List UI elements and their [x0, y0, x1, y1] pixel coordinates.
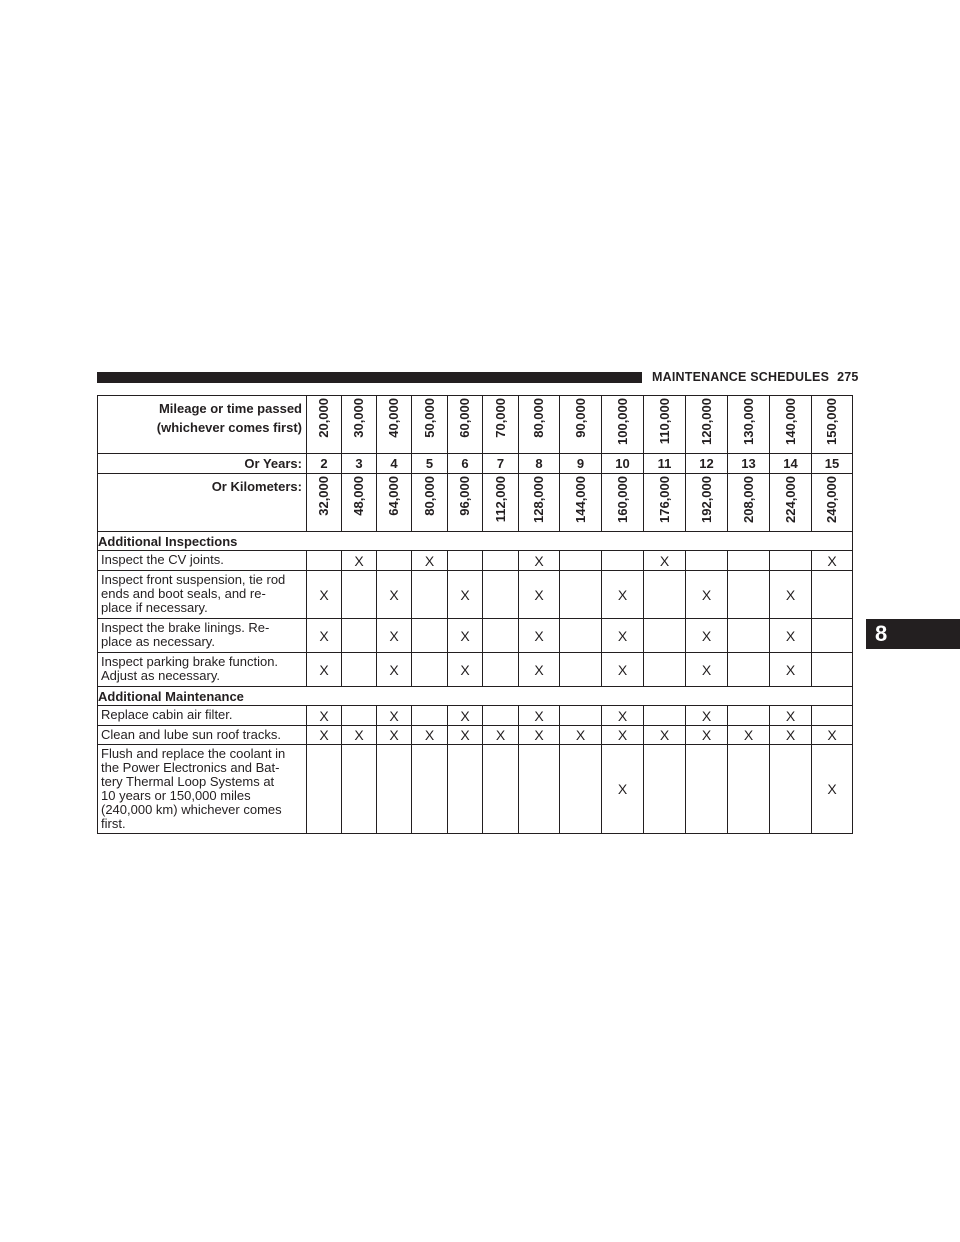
schedule-mark	[770, 551, 812, 571]
kilometer-value: 128,000	[531, 476, 546, 523]
mileage-value: 130,000	[740, 398, 756, 445]
mileage-header-cell	[560, 396, 602, 454]
mileage-value: 110,000	[656, 398, 672, 445]
schedule-mark	[812, 653, 853, 687]
schedule-mark: X	[519, 653, 560, 687]
mileage-value: 100,000	[614, 398, 630, 445]
schedule-mark	[644, 745, 686, 834]
schedule-mark: X	[307, 706, 342, 726]
schedule-mark	[448, 551, 483, 571]
schedule-mark	[560, 551, 602, 571]
schedule-mark	[412, 706, 448, 726]
service-item-label: Inspect parking brake function. Adjust as necessary.	[98, 653, 307, 687]
schedule-mark: X	[644, 551, 686, 571]
schedule-mark	[412, 571, 448, 619]
section-title: Additional Maintenance	[98, 687, 853, 706]
schedule-mark: X	[770, 653, 812, 687]
schedule-mark	[560, 706, 602, 726]
kilometer-value: 48,000	[351, 476, 366, 516]
schedule-mark	[812, 619, 853, 653]
section-title: MAINTENANCE SCHEDULES	[652, 370, 830, 384]
schedule-mark: X	[483, 726, 519, 745]
schedule-mark: X	[560, 726, 602, 745]
schedule-mark: X	[342, 551, 377, 571]
mileage-value: 140,000	[782, 398, 798, 445]
mileage-header-cell	[342, 396, 377, 454]
schedule-mark: X	[342, 726, 377, 745]
kilometers-row	[98, 474, 853, 532]
schedule-mark: X	[307, 653, 342, 687]
table-row	[98, 745, 853, 834]
kilometer-header-cell	[412, 474, 448, 532]
mileage-header-cell	[728, 396, 770, 454]
mileage-value: 70,000	[492, 398, 508, 438]
schedule-mark: X	[448, 619, 483, 653]
kilometer-header-cell	[812, 474, 853, 532]
year-value: 8	[519, 454, 560, 474]
mileage-value: 120,000	[698, 398, 714, 445]
kilometer-header-cell	[770, 474, 812, 532]
schedule-mark	[686, 745, 728, 834]
kilometer-header-cell	[519, 474, 560, 532]
year-value: 15	[812, 454, 853, 474]
schedule-mark	[342, 653, 377, 687]
schedule-mark: X	[412, 726, 448, 745]
service-item-label: Inspect the brake linings. Re- place as necessary.	[98, 619, 307, 653]
schedule-mark	[728, 745, 770, 834]
table-row	[98, 653, 853, 687]
service-item-label: Clean and lube sun roof tracks.	[98, 726, 307, 745]
schedule-mark: X	[686, 706, 728, 726]
mileage-value: 50,000	[421, 398, 437, 438]
schedule-mark	[728, 551, 770, 571]
year-value: 3	[342, 454, 377, 474]
schedule-mark: X	[307, 726, 342, 745]
maintenance-table	[97, 395, 853, 834]
schedule-mark: X	[519, 551, 560, 571]
years-label: Or Years:	[98, 454, 307, 474]
years-row	[98, 454, 853, 474]
schedule-mark	[483, 653, 519, 687]
schedule-mark	[377, 745, 412, 834]
schedule-mark	[412, 619, 448, 653]
mileage-header-cell	[307, 396, 342, 454]
page-number: 275	[837, 370, 859, 384]
year-value: 12	[686, 454, 728, 474]
mileage-value: 20,000	[316, 398, 331, 438]
schedule-mark: X	[448, 726, 483, 745]
kilometer-value: 160,000	[614, 476, 630, 523]
service-item-label: Inspect front suspension, tie rod ends and boot seals, and re- place if necessary.	[98, 571, 307, 619]
schedule-mark	[770, 745, 812, 834]
kilometer-header-cell	[377, 474, 412, 532]
mileage-value: 150,000	[824, 398, 839, 445]
schedule-mark	[728, 653, 770, 687]
schedule-mark: X	[519, 619, 560, 653]
table-row	[98, 551, 853, 571]
mileage-header-cell	[377, 396, 412, 454]
schedule-mark: X	[602, 619, 644, 653]
mileage-value: 60,000	[457, 398, 472, 438]
kilometer-value: 240,000	[824, 476, 839, 523]
kilometer-header-cell	[307, 474, 342, 532]
kilometer-value: 64,000	[386, 476, 401, 516]
schedule-mark: X	[412, 551, 448, 571]
schedule-mark	[483, 619, 519, 653]
kilometer-value: 144,000	[572, 476, 588, 523]
year-value: 10	[602, 454, 644, 474]
schedule-mark: X	[377, 571, 412, 619]
schedule-mark: X	[770, 706, 812, 726]
schedule-mark: X	[686, 726, 728, 745]
schedule-mark: X	[770, 571, 812, 619]
schedule-mark: X	[377, 706, 412, 726]
schedule-mark: X	[686, 571, 728, 619]
schedule-mark	[342, 706, 377, 726]
schedule-mark	[342, 571, 377, 619]
kilometers-label: Or Kilometers:	[98, 474, 307, 532]
chapter-tab: 8	[866, 619, 960, 649]
kilometer-value: 32,000	[316, 476, 331, 516]
year-value: 14	[770, 454, 812, 474]
schedule-mark	[728, 571, 770, 619]
schedule-mark: X	[686, 653, 728, 687]
service-item-label: Inspect the CV joints.	[98, 551, 307, 571]
table-row	[98, 619, 853, 653]
schedule-mark: X	[307, 619, 342, 653]
mileage-header-cell	[412, 396, 448, 454]
schedule-mark	[307, 551, 342, 571]
schedule-mark: X	[448, 706, 483, 726]
schedule-mark: X	[377, 653, 412, 687]
year-value: 4	[377, 454, 412, 474]
mileage-header-cell	[519, 396, 560, 454]
schedule-mark	[483, 706, 519, 726]
schedule-mark	[560, 571, 602, 619]
schedule-mark: X	[519, 571, 560, 619]
schedule-mark: X	[644, 726, 686, 745]
mileage-header-cell	[602, 396, 644, 454]
schedule-mark	[448, 745, 483, 834]
schedule-mark: X	[307, 571, 342, 619]
schedule-mark: X	[812, 745, 853, 834]
schedule-mark	[377, 551, 412, 571]
schedule-mark: X	[602, 726, 644, 745]
kilometer-value: 112,000	[492, 476, 508, 523]
section-title: Additional Inspections	[98, 532, 853, 551]
mileage-label-note: (whichever comes first)	[156, 420, 302, 435]
year-value: 9	[560, 454, 602, 474]
kilometer-value: 192,000	[698, 476, 714, 523]
schedule-mark	[812, 571, 853, 619]
schedule-mark: X	[686, 619, 728, 653]
running-header	[652, 370, 859, 384]
schedule-mark	[412, 653, 448, 687]
mileage-header-cell	[644, 396, 686, 454]
kilometer-header-cell	[483, 474, 519, 532]
kilometer-header-cell	[342, 474, 377, 532]
schedule-mark	[560, 745, 602, 834]
schedule-mark	[644, 706, 686, 726]
schedule-mark	[644, 571, 686, 619]
schedule-mark: X	[602, 571, 644, 619]
schedule-mark: X	[812, 551, 853, 571]
mileage-header-cell	[770, 396, 812, 454]
schedule-mark: X	[602, 706, 644, 726]
year-value: 6	[448, 454, 483, 474]
schedule-mark	[728, 619, 770, 653]
table-row	[98, 706, 853, 726]
service-item-label: Flush and replace the coolant in the Power Electronics and Bat- tery Thermal Loop Systems at 10 years or 150,000 miles (240,000 km) whichever comes first.	[98, 745, 307, 834]
year-value: 13	[728, 454, 770, 474]
table-row	[98, 571, 853, 619]
mileage-header-cell	[812, 396, 853, 454]
service-item-label: Replace cabin air filter.	[98, 706, 307, 726]
schedule-mark: X	[519, 726, 560, 745]
schedule-mark	[519, 745, 560, 834]
kilometer-header-cell	[728, 474, 770, 532]
schedule-mark	[560, 619, 602, 653]
mileage-label: Mileage or time passed	[158, 401, 302, 416]
kilometer-header-cell	[560, 474, 602, 532]
schedule-mark: X	[377, 619, 412, 653]
schedule-mark	[644, 619, 686, 653]
kilometer-value: 96,000	[457, 476, 472, 516]
schedule-mark	[686, 551, 728, 571]
schedule-mark: X	[812, 726, 853, 745]
mileage-header-cell	[483, 396, 519, 454]
section-header-row	[98, 532, 853, 551]
schedule-mark: X	[377, 726, 412, 745]
schedule-mark: X	[770, 726, 812, 745]
mileage-value: 30,000	[351, 398, 366, 438]
year-value: 5	[412, 454, 448, 474]
kilometer-header-cell	[602, 474, 644, 532]
mileage-value: 40,000	[386, 398, 401, 438]
schedule-mark	[602, 551, 644, 571]
mileage-value: 90,000	[572, 398, 588, 438]
schedule-mark	[560, 653, 602, 687]
schedule-mark	[644, 653, 686, 687]
schedule-mark	[342, 745, 377, 834]
kilometer-value: 176,000	[656, 476, 672, 523]
year-value: 2	[307, 454, 342, 474]
schedule-mark: X	[448, 571, 483, 619]
mileage-row	[98, 396, 853, 454]
section-header-row	[98, 687, 853, 706]
schedule-mark	[412, 745, 448, 834]
schedule-mark: X	[602, 745, 644, 834]
mileage-value: 80,000	[531, 398, 546, 438]
year-value: 7	[483, 454, 519, 474]
schedule-mark	[483, 551, 519, 571]
schedule-mark: X	[602, 653, 644, 687]
schedule-mark	[483, 571, 519, 619]
header-rule	[97, 372, 642, 383]
mileage-header-cell	[686, 396, 728, 454]
schedule-mark: X	[448, 653, 483, 687]
mileage-label-cell	[98, 396, 307, 454]
schedule-mark: X	[728, 726, 770, 745]
kilometer-value: 224,000	[782, 476, 798, 523]
year-value: 11	[644, 454, 686, 474]
schedule-mark	[483, 745, 519, 834]
kilometer-value: 80,000	[421, 476, 437, 516]
schedule-mark: X	[770, 619, 812, 653]
schedule-mark	[812, 706, 853, 726]
kilometer-header-cell	[644, 474, 686, 532]
table-row	[98, 726, 853, 745]
kilometer-header-cell	[448, 474, 483, 532]
schedule-mark: X	[519, 706, 560, 726]
mileage-header-cell	[448, 396, 483, 454]
schedule-mark	[342, 619, 377, 653]
schedule-mark	[307, 745, 342, 834]
schedule-mark	[728, 706, 770, 726]
kilometer-value: 208,000	[740, 476, 756, 523]
kilometer-header-cell	[686, 474, 728, 532]
